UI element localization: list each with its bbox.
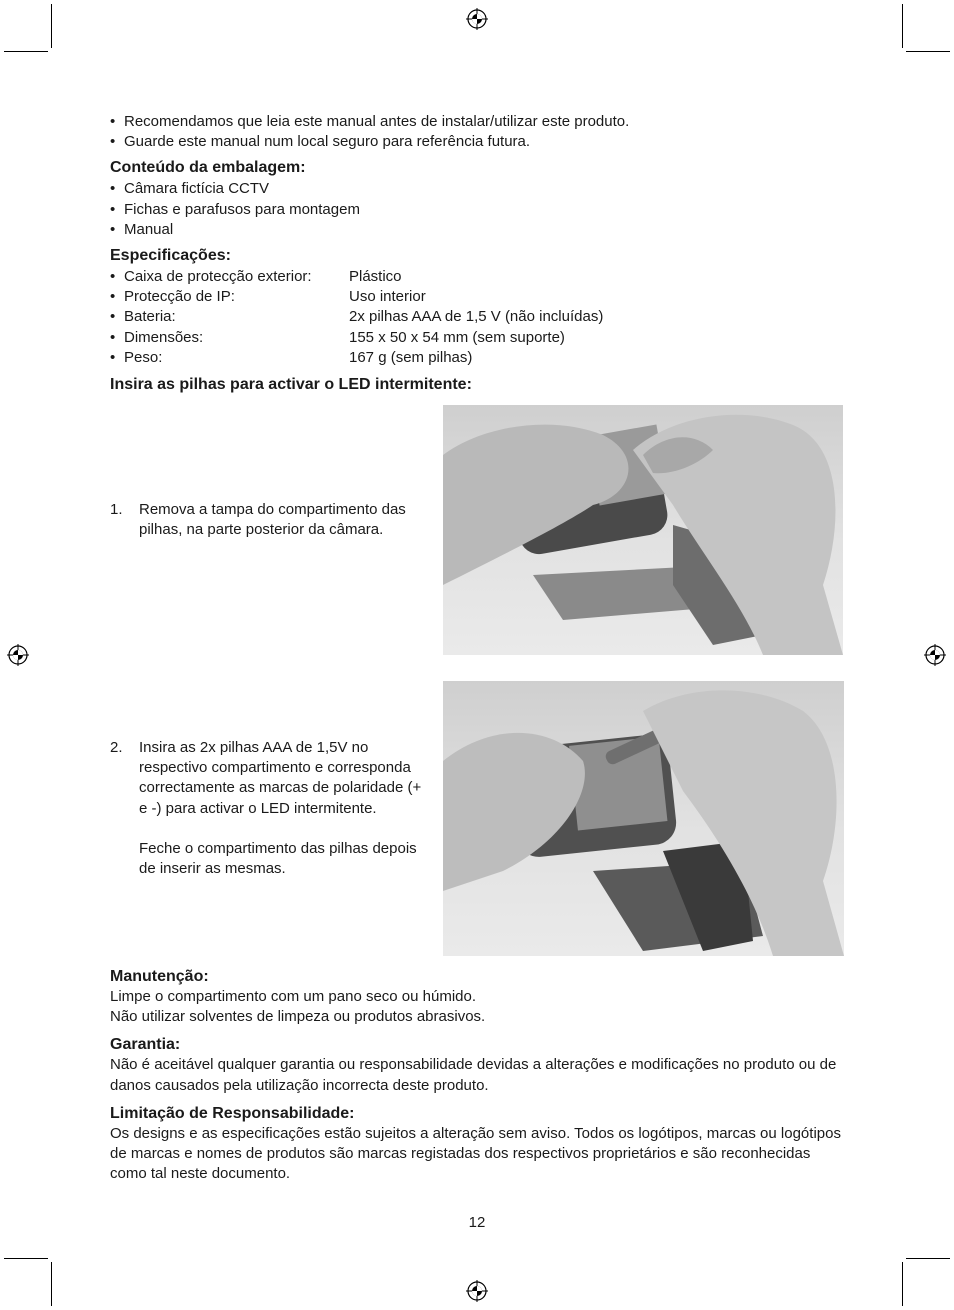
spec-label: • Peso: (124, 348, 163, 366)
list-item: • Guarde este manual num local seguro para referência futura. (110, 132, 845, 152)
spec-row (110, 307, 845, 327)
registration-mark-icon (466, 1280, 488, 1302)
intro-list (110, 112, 845, 152)
list-item: • Recomendamos que leia este manual antes de instalar/utilizar este produto. (110, 112, 845, 132)
maintenance-heading: Manutenção: (110, 968, 209, 985)
page-number: 12 (468, 1214, 486, 1231)
bottom-section (110, 966, 845, 1184)
battery-heading: Insira as pilhas para activar o LED intermitente: (110, 376, 472, 394)
disclaimer-heading: Limitação de Responsabilidade: (110, 1104, 355, 1122)
registration-mark-icon (924, 644, 946, 666)
spec-value: Plástico (349, 268, 402, 286)
step-text: Insira as 2x pilhas AAA de 1,5V no respectivo compartimento e corresponda correctamente as marcas de polaridade (+ e -) para activar o LED intermitente. (139, 739, 422, 817)
spec-value: 167 g (sem pilhas) (349, 348, 473, 366)
step-number: 1. (110, 501, 123, 518)
contents-heading: Conteúdo da embalagem: (110, 159, 306, 177)
warranty-heading: Garantia: (110, 1036, 181, 1054)
step-number: 2. (110, 739, 123, 756)
specs-list (110, 267, 845, 368)
spec-label: • Caixa de protecção exterior: (124, 268, 312, 286)
registration-mark-icon (7, 644, 29, 666)
warranty-text: Não é aceitável qualquer garantia ou responsabilidade devidas a alterações e modificações no produto ou de danos causados pela utilização incorrecta deste produto. (110, 1056, 837, 1094)
disclaimer-text: Os designs e as especificações estão sujeitos a alteração sem aviso. Todos os logótipos, marcas ou logótipos de marcas e nomes de produtos são marcas registadas dos respectivos proprietários e são reconhecidas como tal neste documento. (110, 1124, 841, 1183)
spec-label: • Dimensões: (124, 328, 204, 346)
registration-mark-icon (466, 8, 488, 30)
top-section (110, 112, 845, 395)
spec-row (110, 328, 845, 348)
photo-insert-batteries (443, 681, 844, 956)
maintenance-line: Limpe o compartimento com um pano seco ou húmido. (110, 988, 477, 1005)
list-item: • Fichas e parafusos para montagem (110, 200, 845, 220)
contents-list (110, 179, 845, 240)
specs-heading: Especificações: (110, 247, 231, 265)
spec-label: • Protecção de IP: (124, 288, 235, 306)
list-item: • Manual (110, 220, 845, 240)
spec-row (110, 287, 845, 307)
step-text: Remova a tampa do compartimento das pilhas, na parte posterior da câmara. (139, 501, 406, 539)
spec-value: 155 x 50 x 54 mm (sem suporte) (349, 328, 565, 346)
step-text-block (139, 738, 430, 879)
spec-value: 2x pilhas AAA de 1,5 V (não incluídas) (349, 308, 604, 326)
spec-value: Uso interior (349, 288, 426, 306)
photo-remove-cover (443, 405, 843, 655)
spec-row (110, 267, 845, 287)
list-item: • Câmara fictícia CCTV (110, 179, 845, 199)
spec-label: • Bateria: (124, 308, 176, 326)
step-note: Feche o compartimento das pilhas depois de inserir as mesmas. (139, 840, 417, 878)
step-1 (110, 500, 430, 540)
spec-row (110, 348, 845, 368)
maintenance-line: Não utilizar solventes de limpeza ou produtos abrasivos. (110, 1008, 486, 1026)
step-2 (110, 738, 430, 879)
